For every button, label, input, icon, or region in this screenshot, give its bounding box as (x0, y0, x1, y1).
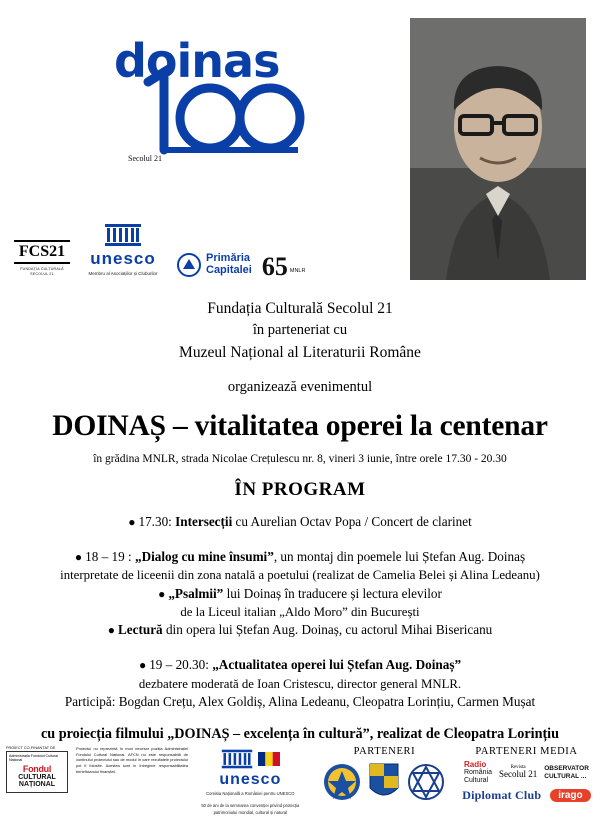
organizer-primary: Fundația Culturală Secolul 21 (207, 300, 393, 317)
program-item-time: 18 – 19 : (85, 548, 132, 564)
unesco-commission-label: Comisia Națională a României pentru UNESCO (206, 791, 295, 796)
unesco-subtitle: Membru al Asociațiilor și Cluburilor (88, 271, 158, 276)
logo-caption: Secolul 21 (128, 154, 162, 163)
unesco-temple-icon (220, 748, 254, 770)
poster-body (0, 298, 600, 743)
primaria-line1: Primăria (206, 252, 251, 265)
mnlr-label: MNLR (289, 267, 306, 274)
program-item-rest: cu Aurelian Octav Popa / Concert de clarinet (232, 513, 472, 529)
organizes-label: organizează evenimentul (227, 378, 373, 395)
program-item-title: „Actualitatea operei lui Ștefan Aug. Doinaș” (212, 657, 462, 673)
primaria-line2: Capitalei (206, 263, 252, 276)
program-item-rest: lui Doinaș în traducere și lectura elevilor (223, 585, 442, 601)
fcs21-subtitle: FUNDAȚIA CULTURALĂ SECOLUL 21 (20, 266, 64, 277)
program-item-detail: interpretate de liceenii din zona natală a poetului (realizat de Camelia Belei și Alina Ledeanu) (60, 568, 540, 583)
partners-heading: PARTENERI (353, 746, 416, 757)
portrait-illustration (410, 18, 586, 280)
footer-media-partners (459, 746, 594, 803)
event-title: DOINAȘ – vitalitatea operei la centenar (52, 410, 548, 443)
film-screening-note: cu proiecția filmului „DOINAȘ – excelența în cultură”, realizat de Cleopatra Lorințiu (40, 725, 560, 742)
bullet-icon: ● (128, 514, 139, 529)
romania-flag-icon (258, 752, 280, 766)
footer-unesco (191, 746, 310, 816)
media-partners-heading: PARTENERI MEDIA (475, 746, 578, 757)
revista-line1: Revista (510, 765, 526, 771)
radio-line3: Cultural (463, 776, 489, 784)
cofinancing-label: PROIECT CO-FINANȚAT DE (6, 746, 56, 750)
program-item-title: „Dialog cu mine însumi” (134, 548, 274, 564)
poster-footer (0, 742, 600, 840)
unesco-wordmark: unesco (219, 771, 282, 788)
logo-irago: irago (550, 789, 590, 802)
partner-logos (310, 761, 459, 803)
partner-shield-icon (367, 761, 401, 803)
program-item (26, 585, 574, 622)
program-item-rest: , un montaj din poemele lui Ștefan Aug. Doinaș (273, 548, 526, 564)
sponsor-logos-top (14, 222, 354, 281)
program-item (26, 621, 574, 640)
radio-line2: România (463, 769, 492, 777)
partner-label: în parteneriat cu (252, 322, 348, 339)
media-logos-row-2 (459, 788, 594, 803)
logo-afcn (6, 751, 68, 793)
logo-observator-cultural (544, 765, 589, 779)
partner-crest-icon (323, 761, 361, 803)
logo-primaria-capitalei (176, 252, 252, 278)
program-item-time: 19 – 20.30: (149, 657, 209, 673)
program-item-detail: de la Liceul italian „Aldo Moro” din București (180, 605, 420, 620)
event-logo (114, 28, 344, 168)
media-logos-row-1 (459, 761, 594, 784)
program-heading: ÎN PROGRAM (234, 478, 366, 500)
afcn-word1: Fondul (22, 763, 52, 774)
program-item-title: „Psalmii” (168, 585, 224, 601)
bullet-icon: ● (158, 586, 169, 601)
afcn-word2: CULTURAL (18, 773, 56, 781)
primaria-label (206, 253, 252, 276)
fcs21-acronym: FCS21 (14, 240, 70, 264)
program-item-participants: Participă: Bogdan Crețu, Alex Goldiș, Alina Ledeanu, Cleopatra Lorințiu, Carmen Mușat (64, 694, 536, 710)
event-venue-datetime: în grădina MNLR, strada Nicolae Crețulescu nr. 8, vineri 3 iunie, între orele 17.30 - 20.30 (93, 452, 507, 465)
observator-line2: CULTURAL ... (544, 772, 587, 780)
logo-radio-romania-cultural (464, 761, 492, 784)
unesco-temple-icon (80, 222, 166, 248)
poet-portrait-photo (410, 18, 586, 280)
logo-unesco-top (80, 222, 166, 278)
program-item-detail: dezbatere moderată de Ioan Cristescu, director general MNLR. (138, 676, 462, 691)
program-list (26, 513, 574, 712)
program-item-rest: din opera lui Ștefan Aug. Doinaș, cu actorul Mihai Bisericanu (162, 622, 493, 638)
partner-emblem-icon (407, 761, 445, 803)
logo-diplomat-club: Diplomat Club (462, 788, 542, 803)
header-left (14, 10, 354, 290)
footer-funding (6, 746, 191, 793)
footer-partners (310, 746, 459, 803)
afcn-word3: NAȚIONAL (18, 781, 56, 789)
program-item (26, 656, 574, 712)
logo-wordmark: doinas (114, 34, 280, 88)
bullet-icon: ● (74, 549, 86, 564)
program-item (26, 548, 574, 585)
radio-line1: Radio (463, 760, 487, 769)
logo-revista-secolul-21 (499, 765, 537, 780)
bullet-icon: ● (138, 658, 150, 673)
bullet-icon: ● (107, 623, 118, 638)
organizer-secondary: Muzeul Național al Literaturii Române (179, 344, 421, 362)
observator-line1: OBSERVATOR (544, 765, 589, 773)
program-item (26, 513, 574, 532)
program-item-title: Lectură (117, 622, 163, 638)
logo-mnlr-65 (261, 251, 306, 281)
primaria-emblem-icon (176, 252, 202, 278)
mnlr-anniversary-number: 65 (261, 251, 288, 281)
program-item-title: Intersecții (175, 513, 233, 529)
funding-disclaimer: Proiectul nu reprezintă în mod necesar poziția Administrației Fondului Cultural Național. AFCN nu este responsabilă de conținutul proiectului sau de modul în care rezultatele proiectului pot fi folosite. Acestea sunt în întregime responsabilitatea beneficiarului finanțării. (76, 746, 188, 774)
unesco-wordmark: unesco (90, 249, 156, 268)
program-item-time: 17.30: (138, 513, 172, 529)
poster-header (0, 0, 600, 290)
revista-line2: Secolul 21 (499, 769, 538, 780)
logo-fcs21 (14, 240, 70, 278)
afcn-top-lines: Administrația Fondului Cultural Național (9, 753, 58, 763)
unesco-convention-note: 50 de ani de la semnarea convenției privind protecția patrimoniului mondial, cultural și natural (201, 803, 300, 815)
